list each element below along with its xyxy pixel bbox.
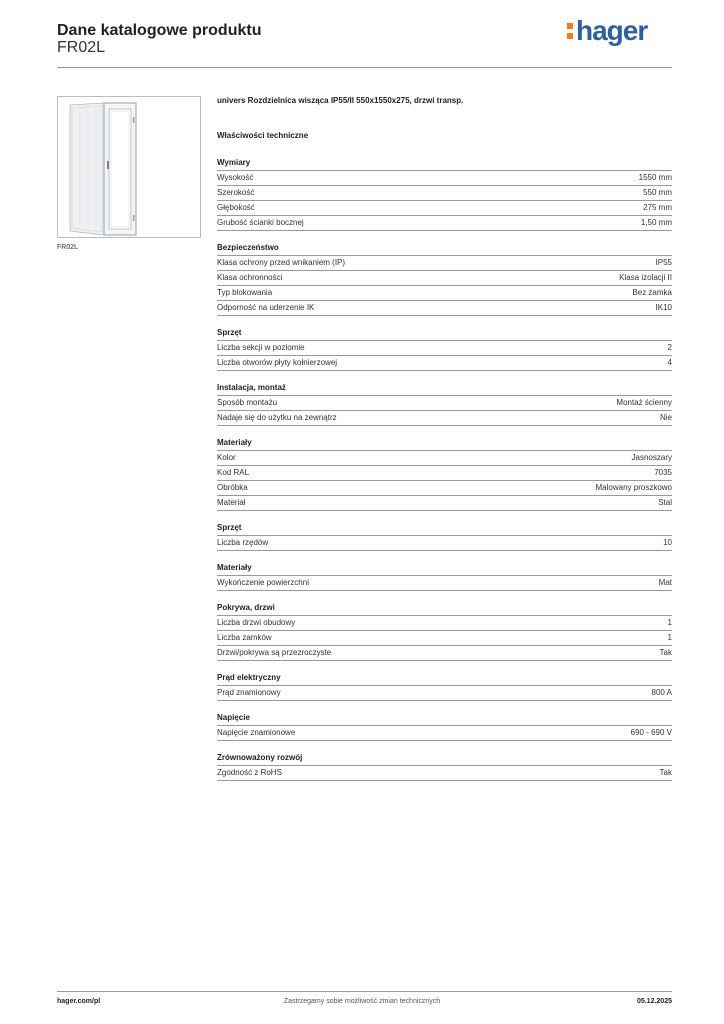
spec-label: Liczba rzędów — [217, 538, 269, 547]
section-title: Prąd elektryczny — [217, 671, 672, 686]
section-title: Sprzęt — [217, 326, 672, 341]
section-title: Napięcie — [217, 711, 672, 726]
distribution-cabinet-icon — [58, 97, 200, 237]
spec-row — [217, 356, 672, 371]
spec-value: IP55 — [655, 258, 672, 267]
spec-row — [217, 216, 672, 231]
section-materials — [217, 436, 672, 511]
footer-disclaimer: Zastrzegamy sobie możliwość zmian technicznych — [283, 998, 441, 1005]
spec-value: Malowany proszkowo — [595, 483, 672, 492]
spec-value: 550 mm — [643, 188, 672, 197]
spec-label: Odporność na uderzenie IK — [217, 303, 315, 312]
spec-value: Nie — [659, 413, 672, 422]
section-safety — [217, 241, 672, 316]
spec-row — [217, 766, 672, 781]
section-sustainability — [217, 751, 672, 781]
spec-label: Napięcie znamionowe — [217, 728, 296, 737]
spec-value: Mat — [658, 578, 672, 587]
spec-value: Klasa izolacji II — [619, 273, 672, 282]
spec-value: 1 — [667, 618, 672, 627]
section-installation — [217, 381, 672, 426]
logo-dot-icon — [567, 33, 573, 39]
spec-value: 2 — [667, 343, 672, 352]
spec-row — [217, 496, 672, 511]
logo-text: hager — [576, 15, 648, 46]
section-title: Pokrywa, drzwi — [217, 601, 672, 616]
product-image — [57, 96, 201, 238]
spec-row — [217, 646, 672, 661]
spec-value: Jasnoszary — [631, 453, 672, 462]
spec-label: Kolor — [217, 453, 236, 462]
spec-row — [217, 411, 672, 426]
hager-logo[interactable] — [566, 14, 658, 50]
page-title: Dane katalogowe produktu — [57, 22, 262, 39]
spec-row — [217, 451, 672, 466]
spec-row — [217, 616, 672, 631]
section-title: Bezpieczeństwo — [217, 241, 672, 256]
technical-properties-title: Właściwości techniczne — [217, 131, 309, 140]
spec-row — [217, 186, 672, 201]
section-title: Sprzęt — [217, 521, 672, 536]
spec-row — [217, 201, 672, 216]
spec-row — [217, 341, 672, 356]
spec-label: Kod RAL — [217, 468, 250, 477]
section-equipment — [217, 326, 672, 371]
spec-label: Liczba otworów płyty kołnierzowej — [217, 358, 338, 367]
spec-row — [217, 631, 672, 646]
spec-row — [217, 466, 672, 481]
spec-label: Liczba zamków — [217, 633, 272, 642]
spec-label: Nadaje się do użytku na zewnątrz — [217, 413, 337, 422]
spec-value: Tak — [659, 768, 672, 777]
spec-value: Tak — [659, 648, 672, 657]
spec-value: Stal — [658, 498, 672, 507]
spec-label: Klasa ochrony przed wnikaniem (IP) — [217, 258, 346, 267]
spec-label: Obróbka — [217, 483, 248, 492]
section-dimensions — [217, 156, 672, 231]
spec-row — [217, 396, 672, 411]
section-equipment-rows — [217, 521, 672, 551]
spec-value: IK10 — [655, 303, 672, 312]
spec-row — [217, 286, 672, 301]
spec-value: 4 — [667, 358, 672, 367]
spec-value: 1 — [667, 633, 672, 642]
spec-value: 690 - 690 V — [630, 728, 672, 737]
footer-date: 05.12.2025 — [636, 998, 672, 1005]
spec-label: Materiał — [217, 498, 246, 507]
spec-label: Wysokość — [217, 173, 254, 182]
spec-label: Grubość ścianki bocznej — [217, 218, 304, 227]
section-current — [217, 671, 672, 701]
spec-value: Bez zamka — [632, 288, 672, 297]
spec-row — [217, 271, 672, 286]
spec-label: Głębokość — [217, 203, 255, 212]
footer-divider — [57, 991, 672, 992]
section-title: Wymiary — [217, 156, 672, 171]
footer-website-link[interactable]: hager.com/pl — [57, 998, 101, 1005]
section-voltage — [217, 711, 672, 741]
spec-value: 1550 mm — [638, 173, 672, 182]
spec-value: 7035 — [654, 468, 672, 477]
header-divider — [57, 67, 672, 68]
section-title: Materiały — [217, 561, 672, 576]
spec-label: Typ blokowania — [217, 288, 273, 297]
spec-label: Liczba sekcji w poziomie — [217, 343, 305, 352]
spec-row — [217, 481, 672, 496]
spec-label: Prąd znamionowy — [217, 688, 281, 697]
logo-dot-icon — [567, 23, 573, 29]
section-cover-doors — [217, 601, 672, 661]
spec-value: 1,50 mm — [640, 218, 672, 227]
spec-row — [217, 171, 672, 186]
spec-row — [217, 686, 672, 701]
spec-label: Szerokość — [217, 188, 255, 197]
section-materials-finish — [217, 561, 672, 591]
product-description: univers Rozdzielnica wisząca IP55/II 550x1550x275, drzwi transp. — [217, 96, 464, 105]
spec-value: 275 mm — [643, 203, 672, 212]
spec-label: Drzwi/pokrywa są przezroczyste — [217, 648, 332, 657]
spec-label: Zgodność z RoHS — [217, 768, 282, 777]
spec-value: Montaż ścienny — [616, 398, 672, 407]
spec-label: Sposób montażu — [217, 398, 278, 407]
section-title: Instalacja, montaż — [217, 381, 672, 396]
spec-row — [217, 726, 672, 741]
spec-row — [217, 576, 672, 591]
spec-value: 10 — [663, 538, 672, 547]
spec-row — [217, 256, 672, 271]
product-code: FR02L — [57, 39, 106, 56]
image-caption: FR02L — [57, 244, 79, 251]
spec-value: 800 A — [651, 688, 672, 697]
product-details — [217, 96, 672, 791]
section-title: Materiały — [217, 436, 672, 451]
spec-row — [217, 536, 672, 551]
spec-label: Liczba drzwi obudowy — [217, 618, 296, 627]
spec-label: Wykończenie powierzchni — [217, 578, 309, 587]
spec-label: Klasa ochronności — [217, 273, 283, 282]
spec-row — [217, 301, 672, 316]
section-title: Zrównoważony rozwój — [217, 751, 672, 766]
